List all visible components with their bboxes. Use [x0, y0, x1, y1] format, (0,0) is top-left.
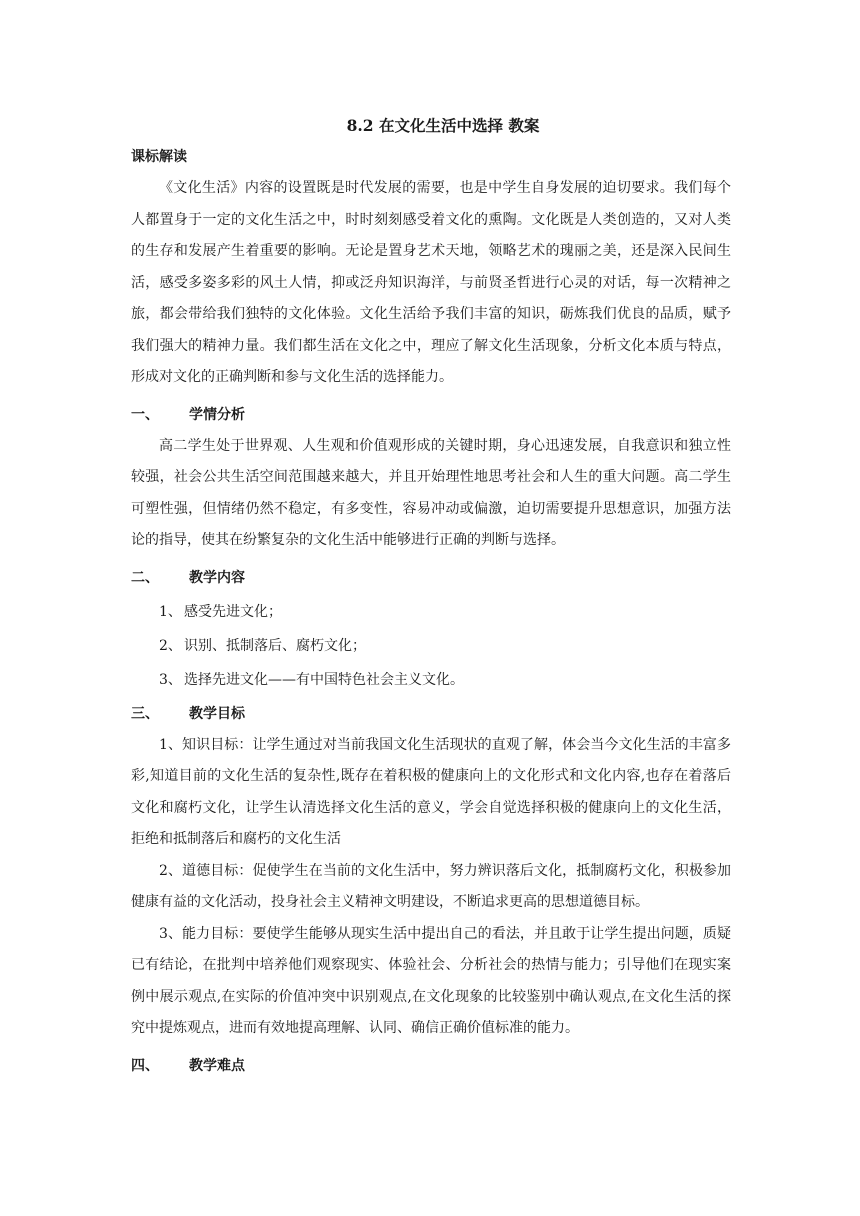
list-item: [131, 663, 731, 697]
section-number: 四、: [131, 1057, 159, 1074]
list-item-index: 3、: [159, 671, 182, 688]
section-heading-curriculum: [131, 140, 731, 174]
list-item-index: 1、: [159, 603, 182, 620]
section-heading-teaching-difficulty: [131, 1049, 731, 1083]
list-item: [131, 629, 731, 663]
section-heading-text: 教学内容: [189, 569, 245, 586]
section-number: 二、: [131, 569, 159, 586]
paragraph: 2、道德目标：促使学生在当前的文化生活中，努力辨识落后文化，抵制腐朽文化，积极参加健康有益的文化活动，投身社会主义精神文明建设，不断追求更高的思想道德目标。: [131, 862, 731, 910]
section-number: 三、: [131, 705, 159, 722]
list-item-text: 选择先进文化——有中国特色社会主义文化。: [184, 671, 464, 688]
section-number: 一、: [131, 406, 159, 423]
paragraph: 《文化生活》内容的设置既是时代发展的需要，也是中学生自身发展的迫切要求。我们每个人都置身于一定的文化生活之中，时时刻刻感受着文化的熏陶。文化既是人类创造的，又对人类的生存和发展产生着重要的影响。无论是置身艺术天地，领略艺术的瑰丽之美，还是深入民间生活，感受多姿多彩的风土人情，抑或泛舟知识海洋，与前贤圣哲进行心灵的对话，每一次精神之旅，都会带给我们独特的文化体验。文化生活给予我们丰富的知识，砺炼我们优良的品质，赋予我们强大的精神力量。我们都生活在文化之中，理应了解文化生活现象，分析文化本质与特点，形成对文化的正确判断和参与文化生活的选择能力。: [131, 180, 731, 385]
list-item-text: 感受先进文化；: [184, 603, 282, 620]
section-heading-text: 教学目标: [189, 705, 245, 722]
document-body: [131, 112, 731, 1083]
section-heading-text: 学情分析: [189, 406, 245, 423]
paragraph: 高二学生处于世界观、人生观和价值观形成的关键时期，身心迅速发展，自我意识和独立性较强，社会公共生活空间范围越来越大，并且开始理性地思考社会和人生的重大问题。高二学生可塑性强，但情绪仍然不稳定，有多变性，容易冲动或偏激，迫切需要提升思想意识，加强方法论的指导，使其在纷繁复杂的文化生活中能够进行正确的判断与选择。: [131, 437, 731, 548]
paragraph: 1、知识目标：让学生通过对当前我国文化生活现状的直观了解，体会当今文化生活的丰富多彩,知道目前的文化生活的复杂性,既存在着积极的健康向上的文化形式和文化内容,也存在着落后文化和腐朽文化，让学生认清选择文化生活的意义，学会自觉选择积极的健康向上的文化生活，拒绝和抵制落后和腐朽的文化生活: [131, 736, 731, 847]
document-title: 8.2 在文化生活中选择 教案: [346, 116, 540, 135]
list-item-text: 识别、抵制落后、腐朽文化；: [184, 637, 366, 654]
list-item: [131, 595, 731, 629]
section-heading-teaching-goals: [131, 697, 731, 731]
section-heading-student-analysis: [131, 398, 731, 432]
list-item-index: 2、: [159, 637, 182, 654]
paragraph: 3、能力目标：要使学生能够从现实生活中提出自己的看法，并且敢于让学生提出问题，质疑已有结论，在批判中培养他们观察现实、体验社会、分析社会的热情与能力；引导他们在现实案例中展示观点,在实际的价值冲突中识别观点,在文化现象的比较鉴别中确认观点,在文化生活的探究中提炼观点，进而有效地提高理解、认同、确信正确价值标准的能力。: [131, 925, 731, 1036]
section-heading-text: 课标解读: [131, 149, 187, 165]
section-heading-teaching-content: [131, 561, 731, 595]
section-heading-text: 教学难点: [189, 1057, 245, 1074]
